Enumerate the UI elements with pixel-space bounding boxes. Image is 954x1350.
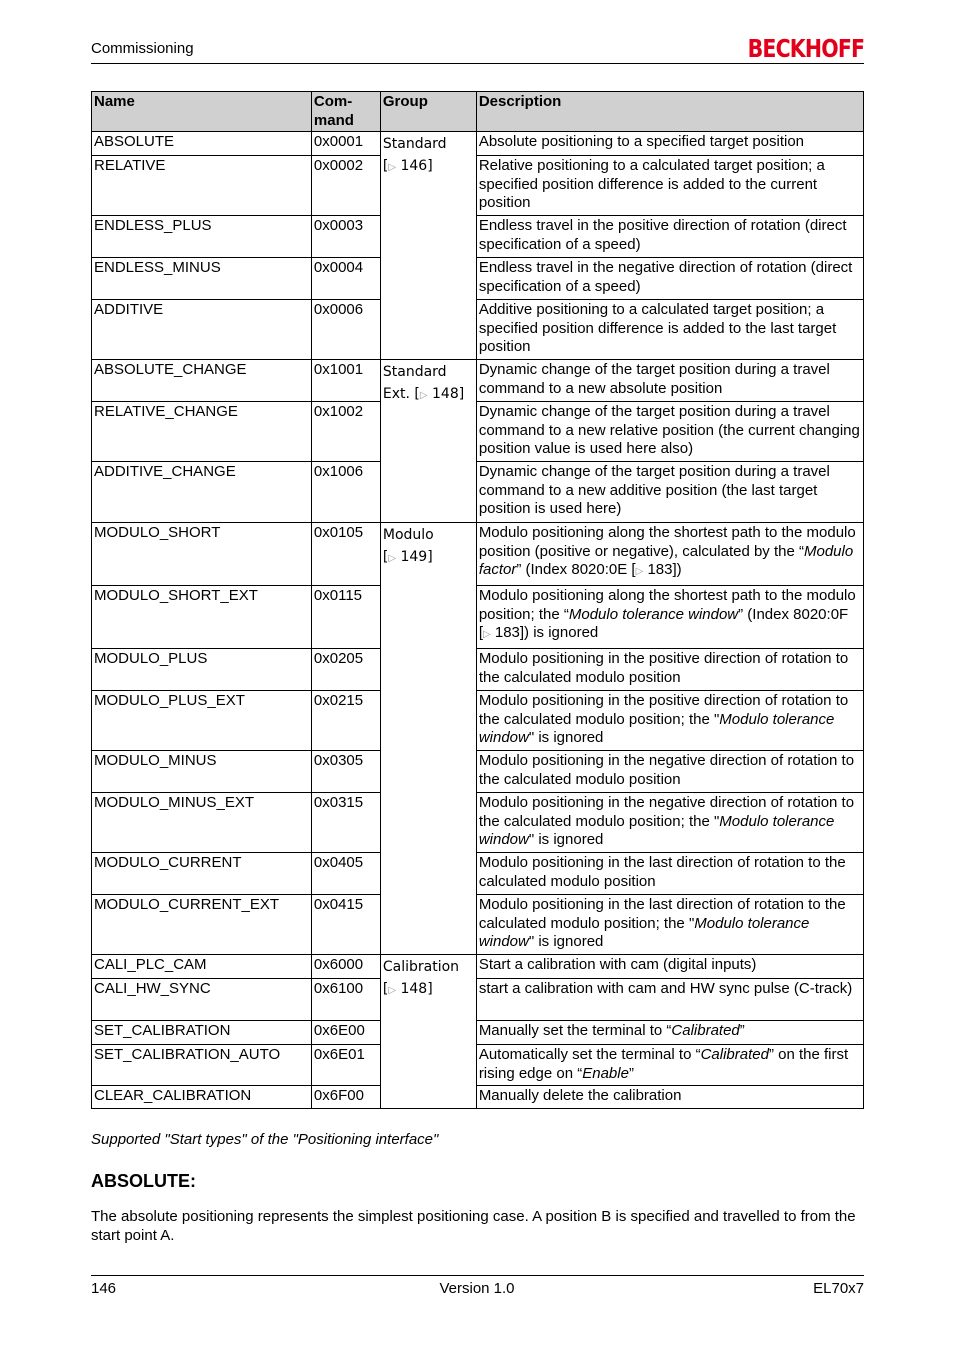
row-description — [476, 691, 863, 751]
header-rule — [91, 63, 864, 64]
product-name: EL70x7 — [813, 1280, 864, 1297]
desc-part: ” (Index 8020:0F [ — [478, 605, 849, 641]
row-command: 0x1001 — [311, 360, 380, 402]
row-name: MODULO_PLUS_EXT — [92, 691, 312, 751]
row-name: MODULO_SHORT_EXT — [92, 586, 312, 649]
desc-part: Modulo positioning in the last direction of rotation to the calculated modulo position; the " — [478, 896, 846, 932]
row-name: MODULO_MINUS_EXT — [92, 793, 312, 853]
desc-part: Modulo positioning along the shortest path to the modulo position; the “ — [478, 587, 856, 623]
desc-emphasis: Calibrated — [700, 1046, 769, 1063]
row-description — [476, 793, 863, 853]
table-row — [92, 402, 864, 462]
desc-part: Manually set the terminal to “ — [478, 1022, 672, 1039]
table-header-row — [92, 92, 864, 132]
desc-part: ]) is ignored — [519, 624, 599, 641]
desc-part: ” — [739, 1022, 745, 1039]
table-row — [92, 793, 864, 853]
table-row — [92, 649, 864, 691]
row-command: 0x1006 — [311, 462, 380, 523]
desc-part: ” on the first rising edge on “ — [478, 1046, 849, 1082]
group-ref-link[interactable]: 148 — [432, 386, 459, 402]
group-ref-link[interactable]: 146 — [400, 158, 428, 174]
header-name: Name — [92, 92, 312, 132]
row-command: 0x0115 — [311, 586, 380, 649]
row-name: RELATIVE — [92, 156, 312, 216]
group-label: Calibration — [382, 959, 460, 975]
table-row — [92, 853, 864, 895]
row-name: ADDITIVE_CHANGE — [92, 462, 312, 523]
table-row — [92, 1021, 864, 1045]
row-description: Additive positioning to a calculated target position; a specified position difference is added to the last target position — [476, 300, 863, 360]
row-description: Absolute positioning to a specified target position — [476, 132, 863, 156]
row-command: 0x0305 — [311, 751, 380, 793]
table-row — [92, 462, 864, 523]
table-row — [92, 979, 864, 1021]
row-description — [476, 1021, 863, 1045]
desc-ref-link[interactable]: 183 — [647, 561, 673, 578]
table-row — [92, 132, 864, 156]
row-name: MODULO_PLUS — [92, 649, 312, 691]
footer-rule — [91, 1275, 864, 1276]
group-label: Modulo — [382, 527, 434, 543]
row-command: 0x0415 — [311, 895, 380, 955]
row-name: MODULO_CURRENT — [92, 853, 312, 895]
row-description: Dynamic change of the target position during a travel command to a new additive position (the last target position is used here) — [476, 462, 863, 523]
row-command: 0x0004 — [311, 258, 380, 300]
row-description: Start a calibration with cam (digital inputs) — [476, 955, 863, 979]
desc-part: " is ignored — [528, 729, 604, 746]
row-name: SET_CALIBRATION — [92, 1021, 312, 1045]
group-ref-link[interactable]: 148 — [400, 981, 428, 997]
table-row — [92, 1086, 864, 1109]
row-command: 0x0006 — [311, 300, 380, 360]
row-name: RELATIVE_CHANGE — [92, 402, 312, 462]
row-name: ENDLESS_MINUS — [92, 258, 312, 300]
row-command: 0x0215 — [311, 691, 380, 751]
desc-part: ” (Index 8020:0E [ — [516, 561, 636, 578]
desc-part: Modulo positioning in the negative direction of rotation to the calculated modulo position; the " — [478, 794, 855, 830]
row-description: Modulo positioning in the positive direction of rotation to the calculated modulo position — [476, 649, 863, 691]
row-description: Relative positioning to a calculated target position; a specified position difference is added to the current position — [476, 156, 863, 216]
triangle-link-icon: ▷ — [419, 390, 428, 401]
row-description: Modulo positioning in the negative direction of rotation to the calculated modulo position — [476, 751, 863, 793]
row-name: SET_CALIBRATION_AUTO — [92, 1045, 312, 1086]
row-description: Endless travel in the positive direction of rotation (direct specification of a speed) — [476, 216, 863, 258]
header-group: Group — [380, 92, 476, 132]
table-row — [92, 300, 864, 360]
table-row — [92, 523, 864, 586]
start-types-table — [91, 91, 864, 1109]
row-description — [476, 895, 863, 955]
row-command: 0x6E00 — [311, 1021, 380, 1045]
triangle-link-icon: ▷ — [388, 985, 397, 996]
row-name: MODULO_MINUS — [92, 751, 312, 793]
desc-emphasis: Modulo tolerance window — [568, 605, 739, 623]
group-standard: Standard [▷ 146] — [380, 132, 476, 360]
section-heading: ABSOLUTE: — [91, 1171, 196, 1191]
desc-part: " is ignored — [528, 933, 604, 950]
desc-emphasis: Modulo factor — [478, 542, 854, 578]
group-label: Standard Ext. — [382, 364, 447, 402]
desc-part: " is ignored — [528, 831, 604, 848]
triangle-link-icon: ▷ — [482, 629, 491, 640]
row-name: CLEAR_CALIBRATION — [92, 1086, 312, 1109]
row-command: 0x6100 — [311, 979, 380, 1021]
header-description: Description — [476, 92, 863, 132]
table-row — [92, 216, 864, 258]
group-standard-ext: Standard Ext. [▷ 148] — [380, 360, 476, 523]
triangle-link-icon: ▷ — [388, 553, 397, 564]
row-command: 0x0205 — [311, 649, 380, 691]
page-number: 146 — [91, 1280, 117, 1297]
row-command: 0x0315 — [311, 793, 380, 853]
header-section-title: Commissioning — [91, 40, 194, 57]
row-description: Modulo positioning in the last direction of rotation to the calculated modulo position — [476, 853, 863, 895]
row-description — [476, 523, 863, 586]
desc-part: ” — [628, 1064, 634, 1082]
row-command: 0x0002 — [311, 156, 380, 216]
row-name: CALI_PLC_CAM — [92, 955, 312, 979]
row-command: 0x0001 — [311, 132, 380, 156]
triangle-link-icon: ▷ — [388, 162, 397, 173]
row-command: 0x0105 — [311, 523, 380, 586]
desc-emphasis: Modulo tolerance window — [478, 812, 835, 848]
table-row — [92, 586, 864, 649]
group-ref-link[interactable]: 149 — [400, 549, 428, 565]
row-name: CALI_HW_SYNC — [92, 979, 312, 1021]
header-command: Com- mand — [311, 92, 380, 132]
desc-emphasis: Calibrated — [671, 1022, 740, 1039]
desc-part: Modulo positioning along the shortest path to the modulo position (positive or negative), calculated by the “ — [478, 524, 856, 560]
table-row — [92, 360, 864, 402]
table-row — [92, 691, 864, 751]
row-description — [476, 586, 863, 649]
desc-part: Automatically set the terminal to “ — [478, 1046, 701, 1063]
table-row — [92, 895, 864, 955]
row-description: start a calibration with cam and HW sync pulse (C-track) — [476, 979, 863, 1021]
row-name: ADDITIVE — [92, 300, 312, 360]
row-description — [476, 1045, 863, 1086]
row-command: 0x0405 — [311, 853, 380, 895]
desc-part: Modulo positioning in the positive direction of rotation to the calculated modulo position; the " — [478, 692, 849, 728]
row-name: ABSOLUTE_CHANGE — [92, 360, 312, 402]
row-name: MODULO_SHORT — [92, 523, 312, 586]
desc-emphasis: Modulo tolerance window — [478, 710, 835, 746]
table-row — [92, 751, 864, 793]
group-calibration: Calibration [▷ 148] — [380, 955, 476, 1109]
row-description: Endless travel in the negative direction of rotation (direct specification of a speed) — [476, 258, 863, 300]
desc-ref-link[interactable]: 183 — [494, 624, 520, 641]
group-modulo: Modulo [▷ 149] — [380, 523, 476, 955]
table-caption: Supported "Start types" of the "Positioning interface" — [91, 1131, 439, 1148]
row-name: ENDLESS_PLUS — [92, 216, 312, 258]
desc-emphasis: Modulo tolerance window — [478, 914, 810, 950]
body-paragraph: The absolute positioning represents the simplest positioning case. A position B is specified and travelled to from the start point A. — [91, 1208, 856, 1244]
document-version: Version 1.0 — [439, 1280, 515, 1297]
desc-emphasis: Enable — [582, 1064, 629, 1082]
row-description: Manually delete the calibration — [476, 1086, 863, 1109]
row-command: 0x1002 — [311, 402, 380, 462]
row-command: 0x0003 — [311, 216, 380, 258]
row-command: 0x6000 — [311, 955, 380, 979]
group-label: Standard — [382, 136, 447, 152]
desc-part: ]) — [672, 561, 682, 578]
row-name: MODULO_CURRENT_EXT — [92, 895, 312, 955]
triangle-link-icon: ▷ — [635, 566, 644, 577]
row-command: 0x6F00 — [311, 1086, 380, 1109]
row-description: Dynamic change of the target position during a travel command to a new relative position (the current changing position value is used here also) — [476, 402, 863, 462]
table-row — [92, 955, 864, 979]
row-description: Dynamic change of the target position during a travel command to a new absolute position — [476, 360, 863, 402]
row-name: ABSOLUTE — [92, 132, 312, 156]
table-row — [92, 258, 864, 300]
beckhoff-logo: BECKHOFF — [747, 34, 864, 63]
table-row — [92, 1045, 864, 1086]
row-command: 0x6E01 — [311, 1045, 380, 1086]
table-row — [92, 156, 864, 216]
